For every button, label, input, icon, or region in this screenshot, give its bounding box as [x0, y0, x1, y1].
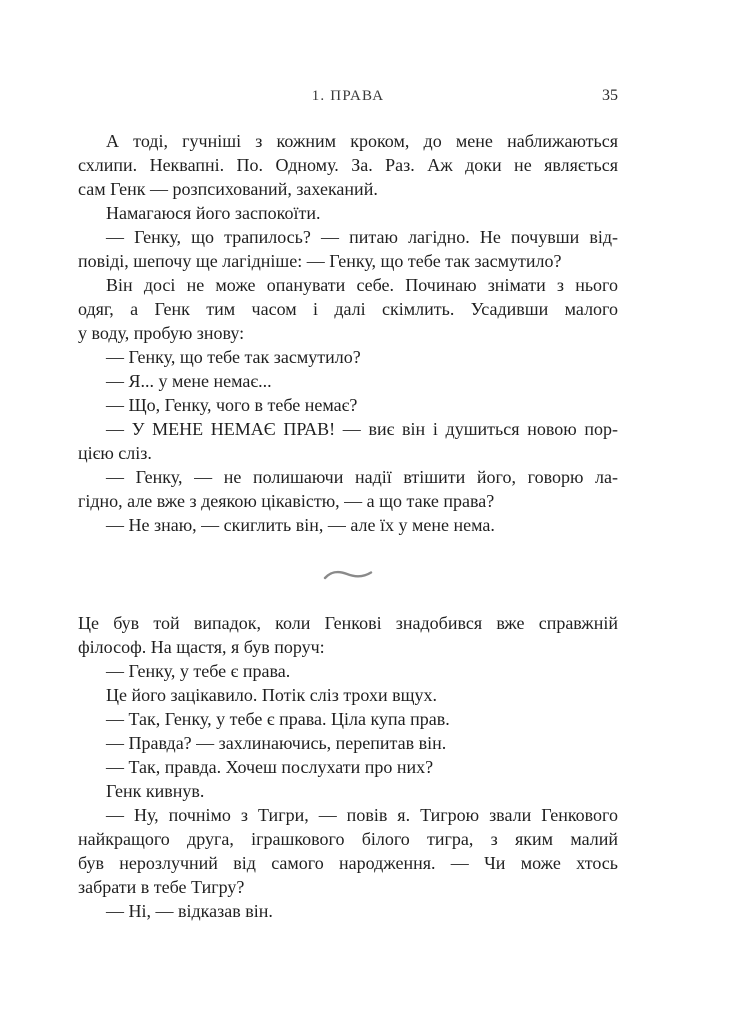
tilde-squiggle-icon: [323, 568, 373, 582]
text-line: Генк кивнув.: [106, 781, 205, 801]
text-line: — Ну, почнімо з Тигри, — повів я. Тигрою звали Генкового: [106, 805, 618, 825]
paragraph: [78, 201, 618, 225]
text-line: у воду, пробую знову:: [78, 323, 245, 343]
paragraph: [78, 899, 618, 923]
text-line: був нерозлучний від самого народження. — Чи може хтось: [78, 853, 618, 873]
page-number: 35: [602, 87, 618, 104]
text-line: — Генку, що трапилось? — питаю лагідно. Не почувши від-: [106, 227, 618, 247]
text-line: — Я... у мене немає...: [106, 371, 272, 391]
text-line: Він досі не може опанувати себе. Починаю знімати з нього: [106, 275, 618, 295]
text-line: гідно, але вже з деякою цікавістю, — а що таке права?: [78, 491, 495, 511]
text-line: цією сліз.: [78, 443, 152, 463]
paragraph: [78, 129, 618, 201]
paragraph: [78, 803, 618, 899]
paragraph: [78, 755, 618, 779]
text-line: — Не знаю, — скиглить він, — але їх у мене нема.: [106, 515, 495, 535]
text-line: — Так, Генку, у тебе є права. Ціла купа прав.: [106, 709, 450, 729]
text-line: — Генку, що тебе так засмутило?: [106, 347, 361, 367]
text-line: повіді, шепочу ще лагідніше: — Генку, що тебе так засмутило?: [78, 251, 562, 271]
paragraph: [78, 345, 618, 369]
text-line: — Правда? — захлинаючись, перепитав він.: [106, 733, 447, 753]
page-header: [78, 88, 618, 108]
text-line: сам Генк — розпсихований, захеканий.: [78, 179, 378, 199]
paragraph: [78, 731, 618, 755]
text-line: Це його зацікавило. Потік сліз трохи вщух.: [106, 685, 437, 705]
section-separator-squiggle: [78, 565, 618, 581]
paragraph: [78, 779, 618, 803]
text-line: забрати в тебе Тигру?: [78, 877, 245, 897]
text-line: — Ні, — відказав він.: [106, 901, 273, 921]
paragraph: [78, 273, 618, 345]
text-line: — Так, правда. Хочеш послухати про них?: [106, 757, 434, 777]
paragraph: [78, 611, 618, 659]
text-line: одяг, а Генк тим часом і далі скімлить. Усадивши малого: [78, 299, 618, 319]
paragraph: [78, 225, 618, 273]
text-line: філософ. На щастя, я був поруч:: [78, 637, 325, 657]
running-head: 1. ПРАВА: [311, 88, 385, 104]
text-block: [78, 129, 618, 923]
paragraph: [78, 707, 618, 731]
text-line: схлипи. Неквапні. По. Одному. За. Раз. Аж доки не являється: [78, 155, 618, 175]
text-line: Намагаюся його заспокоїти.: [106, 203, 321, 223]
text-line: — Генку, у тебе є права.: [106, 661, 291, 681]
text-line: найкращого друга, іграшкового білого тигра, з яким малий: [78, 829, 618, 849]
text-line: — Що, Генку, чого в тебе немає?: [106, 395, 358, 415]
paragraph: [78, 465, 618, 513]
paragraph: [78, 369, 618, 393]
text-line: А тоді, гучніші з кожним кроком, до мене наближаються: [106, 131, 618, 151]
paragraph: [78, 659, 618, 683]
text-line: Це був той випадок, коли Генкові знадобився вже справжній: [78, 613, 618, 633]
paragraph: [78, 417, 618, 465]
text-line: — Генку, — не полишаючи надії втішити його, говорю ла-: [106, 467, 618, 487]
paragraph: [78, 513, 618, 537]
text-line: — У МЕНЕ НЕМАЄ ПРАВ! — виє він і душиться новою пор-: [106, 419, 618, 439]
paragraph: [78, 683, 618, 707]
paragraph: [78, 393, 618, 417]
